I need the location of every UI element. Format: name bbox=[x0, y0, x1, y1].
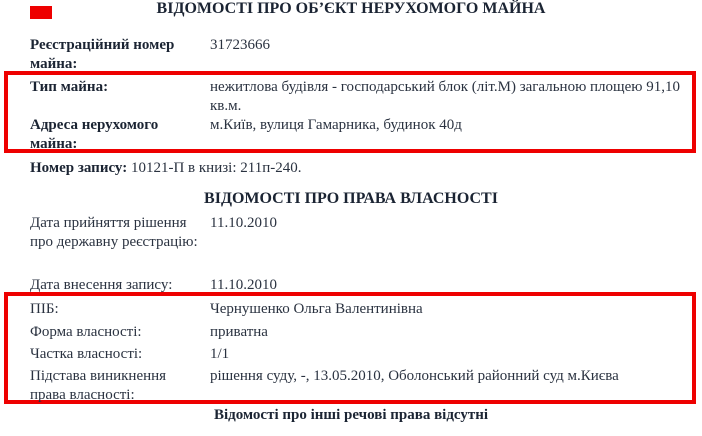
other-rights-absent-note: Відомості про інші речові права відсутні bbox=[213, 407, 489, 423]
field-label-ownership-basis: Підстава виникнення права власності: bbox=[30, 368, 167, 403]
field-value-ownership-share: 1/1 bbox=[210, 346, 230, 362]
record-number-line bbox=[30, 159, 670, 178]
field-value-ownership-form: приватна bbox=[210, 324, 268, 340]
field-label-property-address: Адреса нерухомого майна: bbox=[30, 117, 159, 152]
field-label-property-type: Тип майна: bbox=[30, 79, 109, 95]
section-title-property: ВІДОМОСТІ ПРО ОБ’ЄКТ НЕРУХОМОГО МАЙНА bbox=[156, 0, 546, 17]
field-value-property-type: нежитлова будівля - господарський блок (літ.М) загальною площею 91,10 кв.м. bbox=[210, 79, 680, 114]
field-label-entry-date: Дата внесення запису: bbox=[30, 277, 173, 293]
field-value-ownership-basis: рішення суду, -, 13.05.2010, Оболонський районний суд м.Києва bbox=[210, 368, 619, 384]
field-value-property-address: м.Київ, вулиця Гамарника, будинок 40д bbox=[210, 117, 462, 133]
field-value-decision-date: 11.10.2010 bbox=[210, 215, 277, 231]
field-label-record-number: Номер запису: bbox=[30, 160, 128, 176]
field-value-entry-date: 11.10.2010 bbox=[210, 277, 277, 293]
field-value-registration-number: 31723666 bbox=[210, 37, 270, 53]
section-title-ownership: ВІДОМОСТІ ПРО ПРАВА ВЛАСНОСТІ bbox=[204, 190, 498, 207]
field-label-registration-number: Реєстраційний номер майна: bbox=[30, 37, 175, 72]
field-value-owner-name: Чернушенко Ольга Валентинівна bbox=[210, 301, 423, 317]
field-value-record-number: 10121-П в книзі: 211п-240. bbox=[130, 160, 302, 176]
field-label-owner-name: ПІБ: bbox=[30, 301, 59, 317]
field-label-ownership-share: Частка власності: bbox=[30, 346, 143, 362]
field-label-decision-date: Дата прийняття рішення про державну реєстрацію: bbox=[30, 215, 198, 250]
field-label-ownership-form: Форма власності: bbox=[30, 324, 142, 340]
